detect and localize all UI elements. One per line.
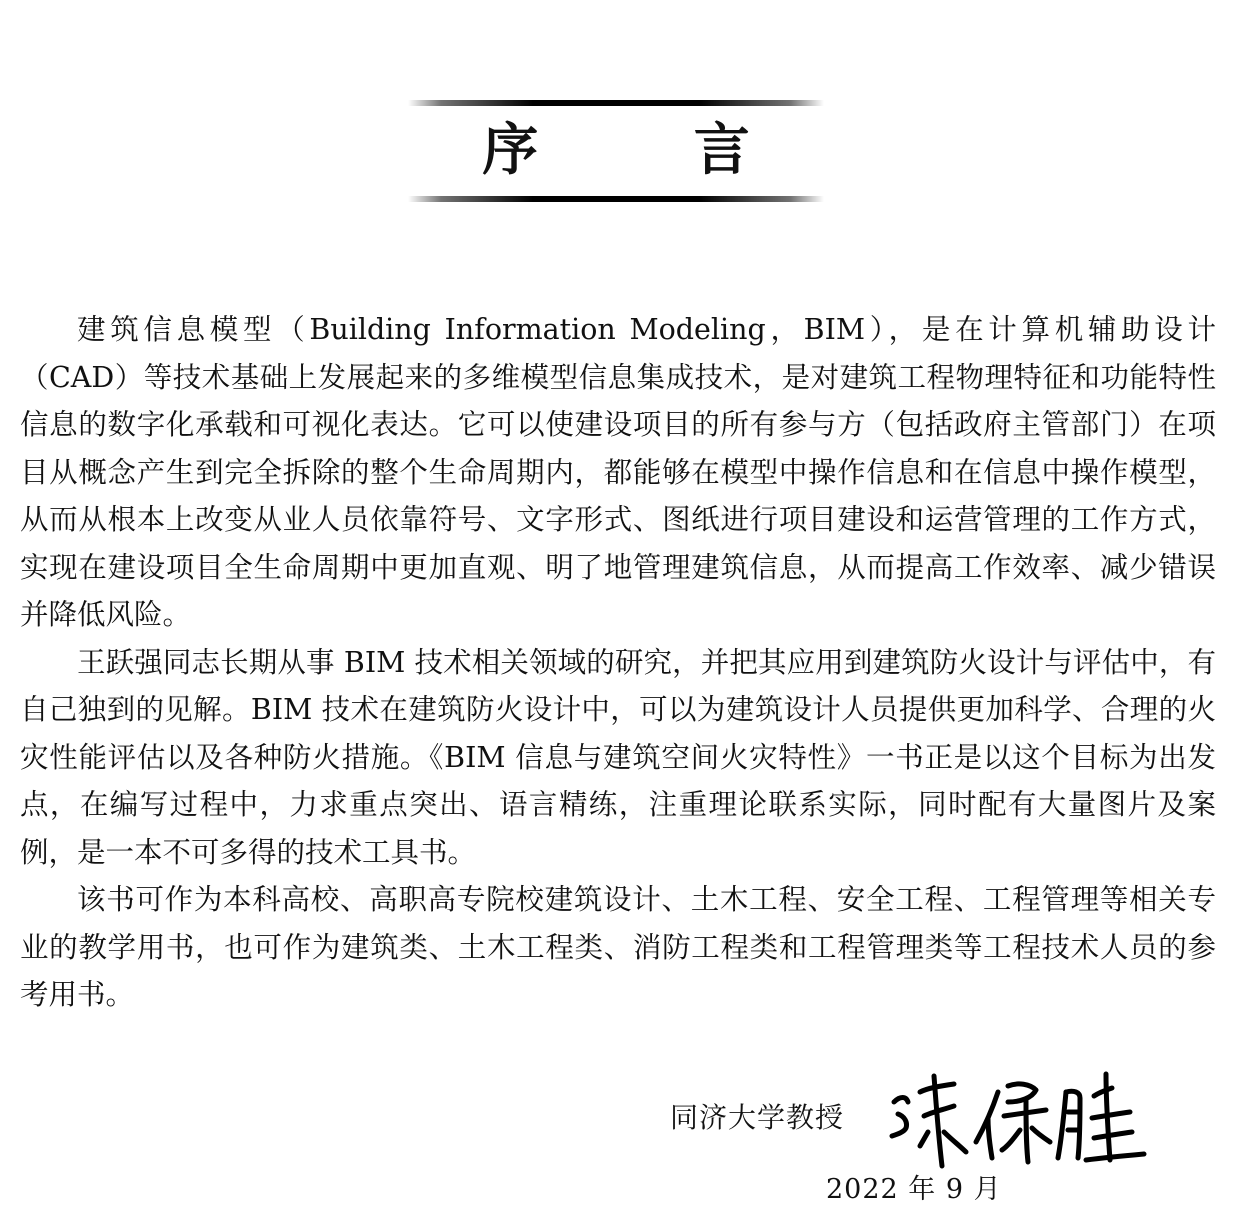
author-affiliation: 同济大学教授 [670, 1101, 845, 1134]
paragraph-2: 王跃强同志长期从事 BIM 技术相关领域的研究，并把其应用到建筑防火设计与评估中，有自己独到的见解。BIM 技术在建筑防火设计中，可以为建筑设计人员提供更加科学、合理的火灾性能评估以及各种防火措施。《BIM 信息与建筑空间火灾特性》一书正是以这个目标为出发点，在编写过程中，力求重点突出、语言精练，注重理论联系实际，同时配有大量图片及案例，是一本不可多得的技术工具书。 [20, 645, 1216, 869]
preface-body [20, 306, 1216, 1019]
title-top-rule [408, 100, 824, 106]
handwritten-signature [880, 1062, 1160, 1182]
paragraph-1: 建筑信息模型（Building Information Modeling，BIM），是在计算机辅助设计（CAD）等技术基础上发展起来的多维模型信息集成技术，是对建筑工程物理特征和功能特性信息的数字化承载和可视化表达。它可以使建设项目的所有参与方（包括政府主管部门）在项目从概念产生到完全拆除的整个生命周期内，都能够在模型中操作信息和在信息中操作模型，从而从根本上改变从业人员依靠符号、文字形式、图纸进行项目建设和运营管理的工作方式，实现在建设项目全生命周期中更加直观、明了地管理建筑信息，从而提高工作效率、减少错误并降低风险。 [20, 313, 1216, 631]
date: 2022 年 9 月 [826, 1174, 1002, 1205]
paragraph-3: 该书可作为本科高校、高职高专院校建筑设计、土木工程、安全工程、工程管理等相关专业的教学用书，也可作为建筑类、土木工程类、消防工程类和工程管理类等工程技术人员的参考用书。 [20, 883, 1216, 1011]
page-title: 序 言 [482, 117, 818, 183]
title-bottom-rule [408, 196, 824, 202]
title-block [408, 96, 824, 206]
